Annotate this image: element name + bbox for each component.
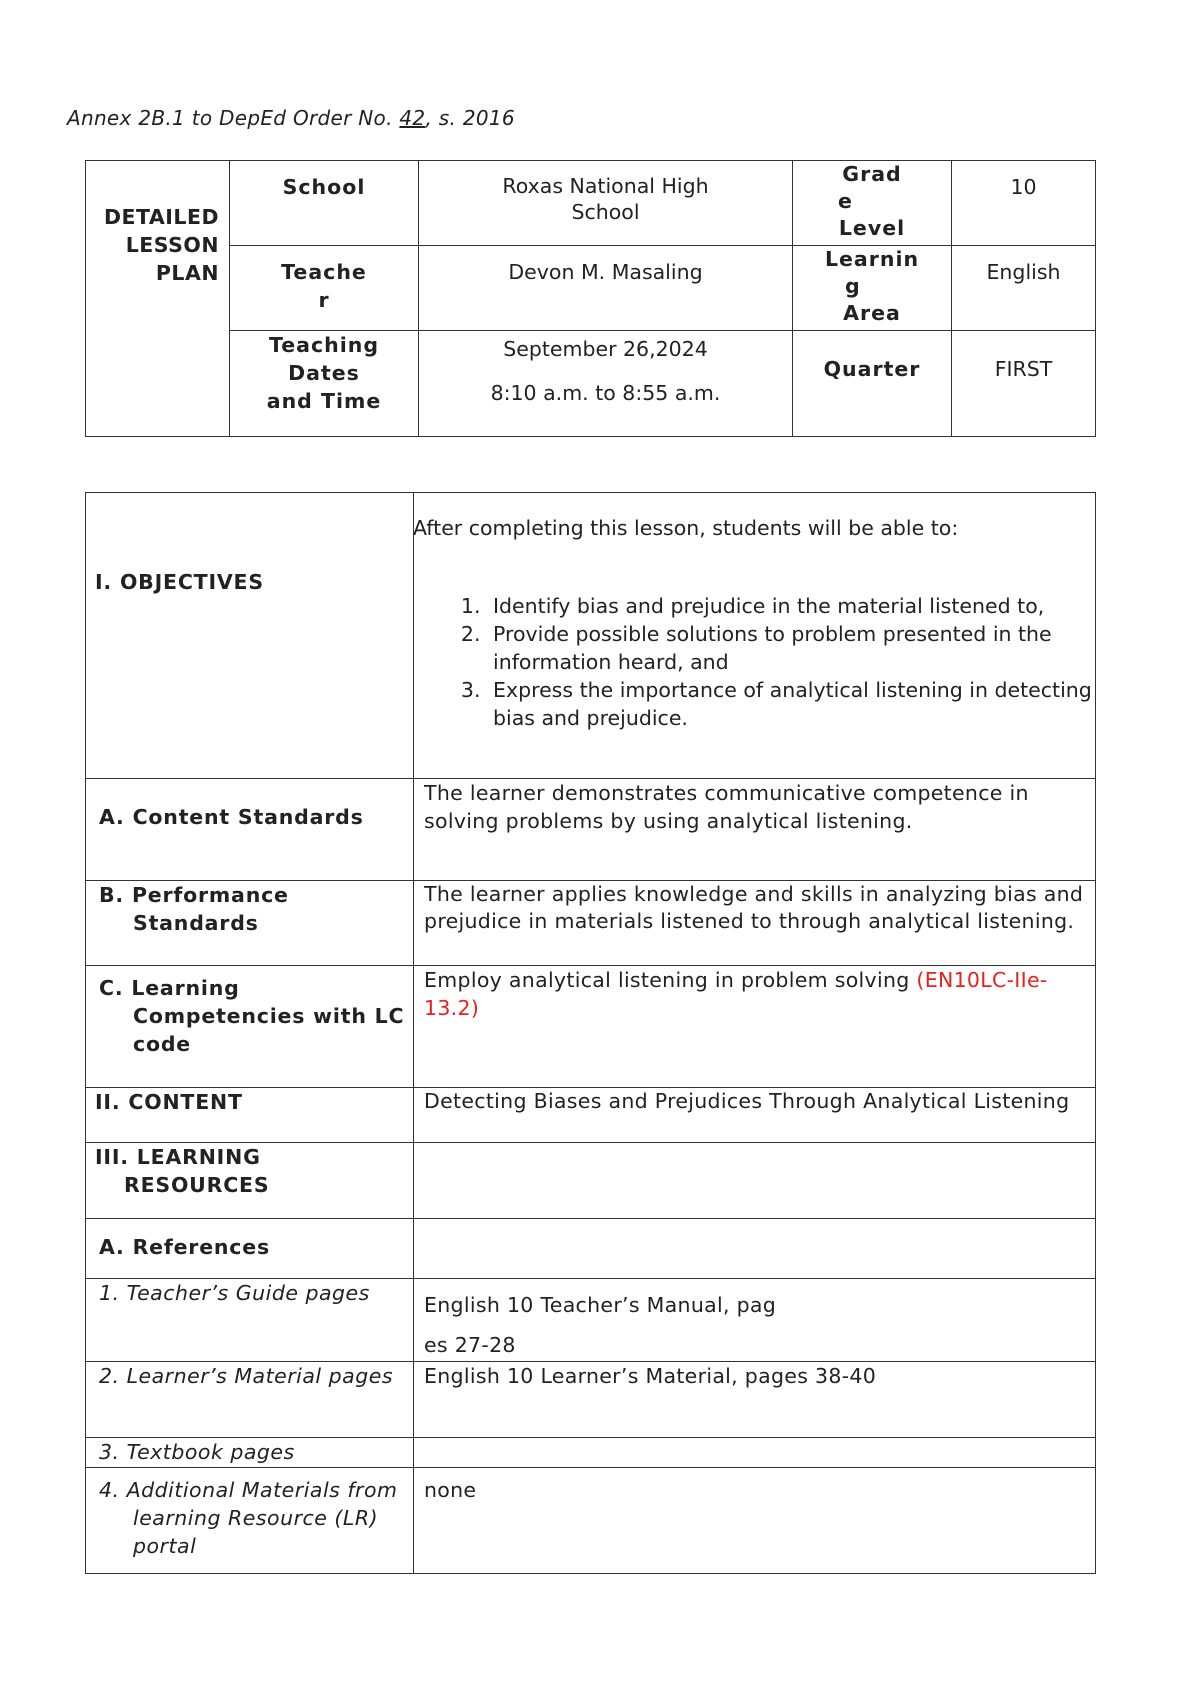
teacher-value: Devon M. Masaling	[419, 246, 793, 331]
grade-level-value: 10	[952, 161, 1096, 246]
textbook-label: 3. Textbook pages	[86, 1438, 414, 1468]
learning-competencies-label: C. Learning Competencies with LC code	[86, 966, 414, 1088]
teaching-dates-label: Teaching Dates and Time	[230, 331, 419, 437]
learning-resources-value	[414, 1143, 1096, 1219]
time-value: 8:10 a.m. to 8:55 a.m.	[490, 381, 721, 405]
objectives-intro: After completing this lesson, students will be able to:	[413, 516, 959, 540]
grade-level-label: Grad e Level	[793, 161, 952, 246]
learners-material-label: 2. Learner’s Material pages	[86, 1362, 414, 1438]
objectives-list	[414, 592, 1095, 732]
additional-materials-row	[86, 1468, 1096, 1574]
teachers-guide-value: English 10 Teacher’s Manual, pag es 27-28	[414, 1279, 1096, 1362]
objective-item: 1. Identify bias and prejudice in the material listened to,	[487, 592, 1095, 620]
content-value: Detecting Biases and Prejudices Through Analytical Listening	[414, 1088, 1096, 1143]
learning-area-label: Learnin g Area	[793, 246, 952, 331]
objective-item: 2. Provide possible solutions to problem presented in the information heard, and	[487, 620, 1095, 676]
performance-standards-row	[86, 881, 1096, 966]
date-value: September 26,2024	[503, 337, 708, 361]
teacher-label: Teache r	[230, 246, 419, 331]
lesson-plan-table	[85, 492, 1096, 1574]
objective-item: 3. Express the importance of analytical listening in detecting bias and prejudice.	[487, 676, 1095, 732]
performance-standards-label: B. Performance Standards	[86, 881, 414, 966]
learning-resources-row	[86, 1143, 1096, 1219]
additional-materials-label: 4. Additional Materials from learning Resource (LR) portal	[86, 1468, 414, 1574]
content-standards-label: A. Content Standards	[86, 779, 414, 881]
quarter-value: FIRST	[952, 331, 1096, 437]
annex-reference	[67, 106, 515, 130]
quarter-label: Quarter	[793, 331, 952, 437]
order-number: 42	[399, 106, 426, 130]
objectives-row	[86, 493, 1096, 779]
objectives-value	[414, 493, 1096, 779]
school-label: School	[230, 161, 419, 246]
teachers-guide-label: 1. Teacher’s Guide pages	[86, 1279, 414, 1362]
learning-competencies-value: Employ analytical listening in problem solving (EN10LC-IIe-13.2)	[414, 966, 1096, 1088]
content-standards-value: The learner demonstrates communicative competence in solving problems by using analytical listening.	[414, 779, 1096, 881]
references-label: A. References	[86, 1219, 414, 1279]
teachers-guide-row	[86, 1279, 1096, 1362]
textbook-value	[414, 1438, 1096, 1468]
learners-material-value: English 10 Learner’s Material, pages 38-40	[414, 1362, 1096, 1438]
school-value: Roxas National High School	[419, 161, 793, 246]
learning-resources-label: III. LEARNING RESOURCES	[86, 1143, 414, 1219]
teaching-dates-value	[419, 331, 793, 437]
content-standards-row	[86, 779, 1096, 881]
annex-prefix: Annex 2B.1 to DepEd Order No.	[67, 106, 400, 130]
references-value	[414, 1219, 1096, 1279]
additional-materials-value: none	[414, 1468, 1096, 1574]
annex-suffix: , s. 2016	[425, 106, 515, 130]
detailed-lesson-plan-title: DETAILED LESSON PLAN	[86, 161, 230, 437]
learners-material-row	[86, 1362, 1096, 1438]
content-label: II. CONTENT	[86, 1088, 414, 1143]
learning-area-value: English	[952, 246, 1096, 331]
objectives-label: I. OBJECTIVES	[86, 493, 414, 779]
references-row	[86, 1219, 1096, 1279]
performance-standards-value: The learner applies knowledge and skills in analyzing bias and prejudice in materials listened to through analytical listening.	[414, 881, 1096, 966]
lc-code: (EN10LC-IIe-13.2)	[424, 968, 1048, 1020]
textbook-row	[86, 1438, 1096, 1468]
header-table	[85, 160, 1096, 437]
content-row	[86, 1088, 1096, 1143]
learning-competencies-row	[86, 966, 1096, 1088]
